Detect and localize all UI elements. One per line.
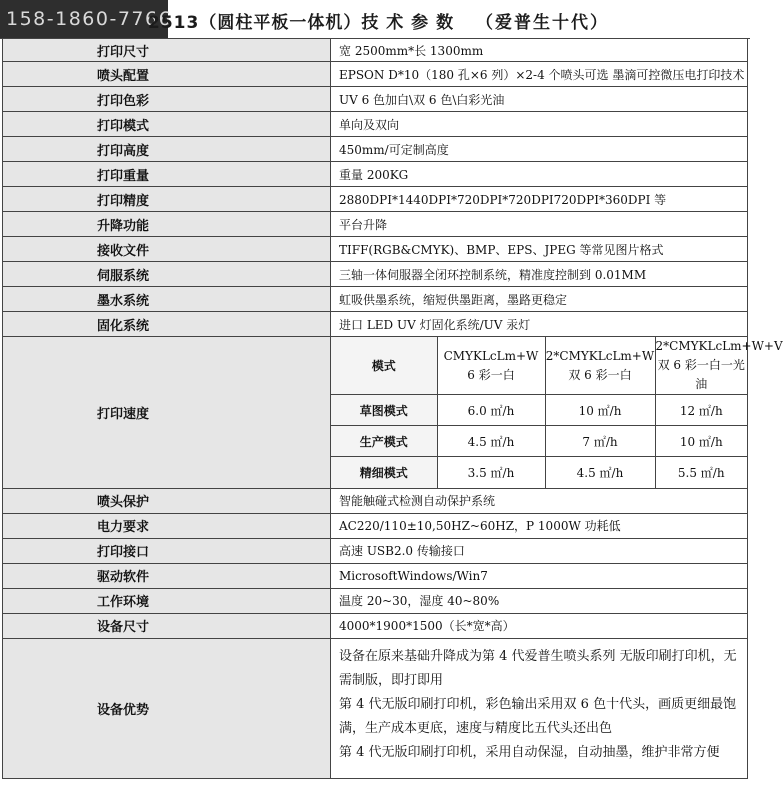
column-desc: 双 6 彩一白 xyxy=(568,367,632,382)
spec-row xyxy=(3,162,748,187)
mode-header: 模式 xyxy=(331,337,437,395)
speed-column-header xyxy=(437,337,545,395)
speed-data-row xyxy=(331,426,747,457)
spec-value: 进口 LED UV 灯固化系统/UV 汞灯 xyxy=(331,312,748,337)
advantages-label: 设备优势 xyxy=(3,638,331,778)
spec-value: 三轴一体伺服器全闭环控制系统，精准度控制到 0.01MM xyxy=(331,262,748,287)
spec-row xyxy=(3,137,748,162)
speed-value: 10 ㎡/h xyxy=(655,426,747,457)
document-title: 2513（圆柱平板一体机）技 术 参 数 xyxy=(148,13,455,33)
advantages-text xyxy=(331,638,748,778)
spec-label: 打印高度 xyxy=(3,137,331,162)
spec-value: 平台升降 xyxy=(331,212,748,237)
phone-number: 158-1860-7766 xyxy=(6,8,173,30)
speed-value: 4.5 ㎡/h xyxy=(437,426,545,457)
spec-label: 固化系统 xyxy=(3,312,331,337)
speed-table xyxy=(331,337,783,488)
phone-banner xyxy=(0,0,173,38)
speed-value: 6.0 ㎡/h xyxy=(437,395,545,426)
mode-name: 精细模式 xyxy=(331,457,437,488)
spec-value: AC220/110±10,50HZ~60HZ，P 1000W 功耗低 xyxy=(331,513,748,538)
spec-value: 4000*1900*1500（长*宽*高） xyxy=(331,613,748,638)
spec-value: 单向及双向 xyxy=(331,112,748,137)
spec-value: MicrosoftWindows/Win7 xyxy=(331,563,748,588)
speed-data-row xyxy=(331,457,747,488)
spec-row xyxy=(3,262,748,287)
spec-label: 打印色彩 xyxy=(3,87,331,112)
spec-row xyxy=(3,613,748,638)
column-desc: 6 彩一白 xyxy=(467,367,515,382)
spec-row xyxy=(3,237,748,262)
spec-label: 打印重量 xyxy=(3,162,331,187)
spec-row xyxy=(3,588,748,613)
spec-row xyxy=(3,538,748,563)
spec-row xyxy=(3,62,748,87)
spec-value: 重量 200KG xyxy=(331,162,748,187)
advantages-row xyxy=(3,638,748,778)
spec-row xyxy=(3,212,748,237)
spec-row xyxy=(3,488,748,513)
speed-label: 打印速度 xyxy=(3,337,331,489)
spec-value: UV 6 色加白\双 6 色\白彩光油 xyxy=(331,87,748,112)
spec-row xyxy=(3,187,748,212)
spec-value: 450mm/可定制高度 xyxy=(331,137,748,162)
column-config: 2*CMYKLcLm+W+V xyxy=(655,339,783,353)
spec-row xyxy=(3,112,748,137)
spec-label: 升降功能 xyxy=(3,212,331,237)
spec-label: 接收文件 xyxy=(3,237,331,262)
spec-value: 智能触碰式检测自动保护系统 xyxy=(331,488,748,513)
spec-value: 温度 20~30，湿度 40~80% xyxy=(331,588,748,613)
spec-row xyxy=(3,513,748,538)
speed-data-row xyxy=(331,395,747,426)
speed-value: 12 ㎡/h xyxy=(655,395,747,426)
column-config: 2*CMYKLcLm+W xyxy=(545,348,655,363)
spec-label: 驱动软件 xyxy=(3,563,331,588)
spec-label: 打印精度 xyxy=(3,187,331,212)
mode-name: 生产模式 xyxy=(331,426,437,457)
spec-row xyxy=(3,563,748,588)
spec-label: 喷头配置 xyxy=(3,62,331,87)
spec-value: 虹吸供墨系统，缩短供墨距离，墨路更稳定 xyxy=(331,287,748,312)
spec-label: 墨水系统 xyxy=(3,287,331,312)
speed-column-header xyxy=(545,337,655,395)
advantage-line: 设备在原来基础升降成为第 4 代爱普生喷头系列 无版印刷打印机，无需制版，即打即用 xyxy=(339,649,737,688)
spec-label: 打印接口 xyxy=(3,538,331,563)
speed-value: 4.5 ㎡/h xyxy=(545,457,655,488)
spec-value: 2880DPI*1440DPI*720DPI*720DPI720DPI*360DPI 等 xyxy=(331,187,748,212)
speed-value: 3.5 ㎡/h xyxy=(437,457,545,488)
spec-label: 电力要求 xyxy=(3,513,331,538)
speed-value: 10 ㎡/h xyxy=(545,395,655,426)
column-config: CMYKLcLm+W xyxy=(443,348,539,363)
speed-cell xyxy=(331,337,783,489)
spec-row xyxy=(3,39,748,62)
advantage-line: 第 4 代无版印刷打印机，采用自动保湿，自动抽墨，维护非常方便 xyxy=(339,745,720,760)
column-desc: 双 6 彩一白一光油 xyxy=(657,358,745,391)
title-bar xyxy=(0,0,750,39)
spec-label: 打印尺寸 xyxy=(3,39,331,62)
spec-row xyxy=(3,287,748,312)
spec-value: 高速 USB2.0 传输接口 xyxy=(331,538,748,563)
brand-subtitle: （爱普生十代） xyxy=(476,13,609,33)
speed-value: 7 ㎡/h xyxy=(545,426,655,457)
spec-label: 喷头保护 xyxy=(3,488,331,513)
spec-label: 设备尺寸 xyxy=(3,613,331,638)
spec-label: 工作环境 xyxy=(3,588,331,613)
advantage-line: 第 4 代无版印刷打印机，彩色输出采用双 6 色十代头，画质更细最饱满，生产成本更底，速度与精度比五代头还出色 xyxy=(339,697,737,736)
spec-value: 宽 2500mm*长 1300mm xyxy=(331,39,748,62)
spec-value: EPSON D*10（180 孔×6 列）×2-4 个喷头可选 墨滴可控微压电打印技术 xyxy=(331,62,748,87)
spec-row xyxy=(3,87,748,112)
spec-row xyxy=(3,312,748,337)
spec-label: 打印模式 xyxy=(3,112,331,137)
speed-header-row xyxy=(331,337,747,395)
spec-label: 伺服系统 xyxy=(3,262,331,287)
speed-column-header xyxy=(655,337,783,395)
speed-value: 5.5 ㎡/h xyxy=(655,457,747,488)
speed-row xyxy=(3,337,748,489)
mode-name: 草图模式 xyxy=(331,395,437,426)
spec-table xyxy=(2,38,783,779)
spec-value: TIFF(RGB&CMYK)、BMP、EPS、JPEG 等常见图片格式 xyxy=(331,237,748,262)
